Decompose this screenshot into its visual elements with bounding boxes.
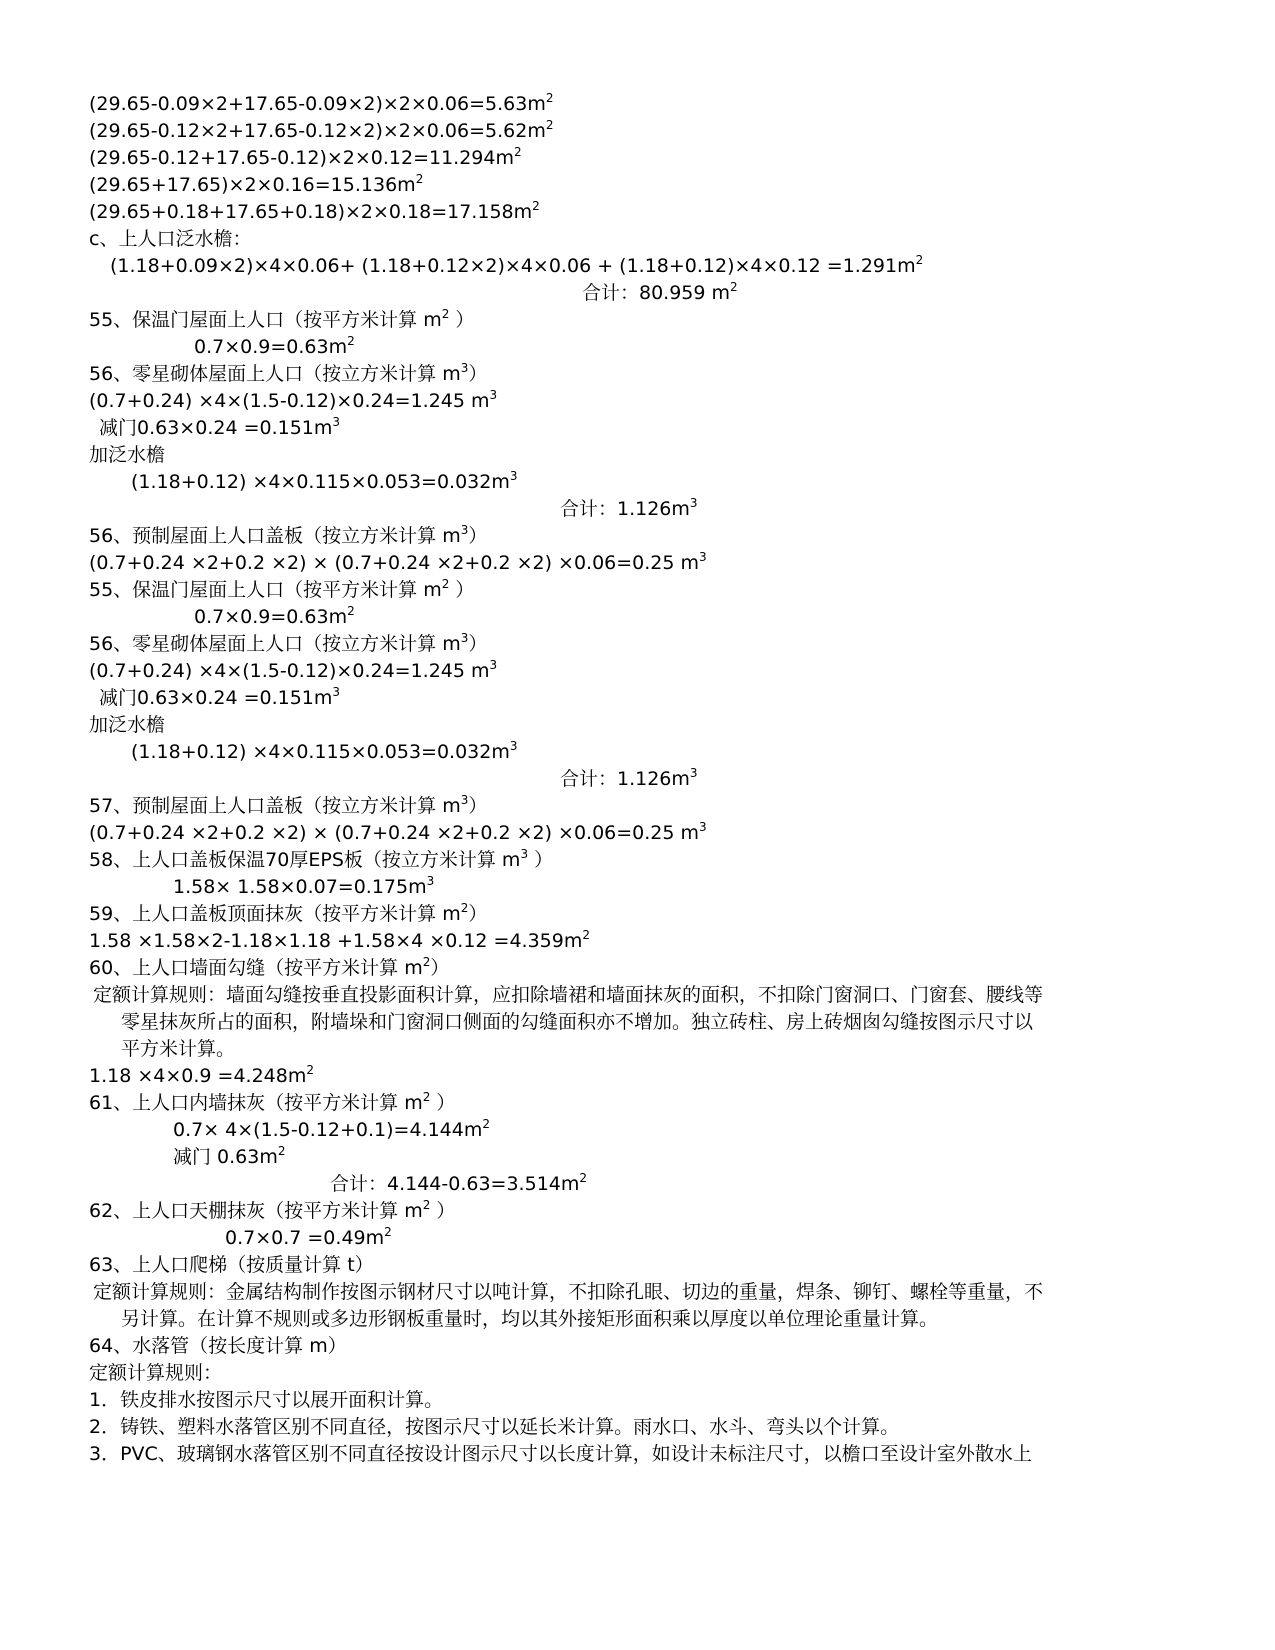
formula-line: $(29.65-0.09\times 2+17.65-0.09\times 2)\times 2\times 0.06=5.63m^2$ <box>89 90 554 115</box>
text-line: 加泛水檐 <box>89 444 166 466</box>
list-item: 1．铁皮排水按图示尺寸以展开面积计算。 <box>89 1389 444 1411</box>
formula-line: $0.7\times 4\times(1.5-0.12+0.1)=4.144m^2$ <box>173 1116 490 1141</box>
item-heading: 56、零星砌体屋面上人口（按立方米计算 $m^3$） <box>89 630 488 655</box>
text-line: 定额计算规则： <box>89 1362 223 1384</box>
rule-line: 定额计算规则：墙面勾缝按垂直投影面积计算，应扣除墙裙和墙面抹灰的面积，不扣除门窗洞口、门窗套、腰线等 <box>93 984 1044 1006</box>
formula-line: $0.7\times 0.9=0.63m^2$ <box>194 603 355 628</box>
section-heading: c、上人口泛水檐： <box>89 228 252 250</box>
text-line: 加泛水檐 <box>89 714 166 736</box>
formula-line: $(1.18+0.12) \times 4\times 0.115\times 0.053=0.032m^3$ <box>131 468 518 493</box>
rule-paragraph <box>93 1279 1183 1333</box>
formula-line: (0.7+0.24) ×4×(1.5-0.12)×0.24=1.245 $m^3$ <box>89 387 498 412</box>
formula-line: 减门$0.63\times 0.24 =0.151m^3$ <box>99 684 341 709</box>
item-heading: 61、上人口内墙抹灰（按平方米计算 $m^2$ ） <box>89 1089 456 1114</box>
formula-line: $(1.18+0.09\times 2)\times 4\times 0.06+ (1.18+0.12\times 2)\times 4\times 0.06 + (1.18+0.12)\times 4\times 0.12 =1.291m^2$ <box>110 252 924 277</box>
list-item: 2．铸铁、塑料水落管区别不同直径，按图示尺寸以延长米计算。雨水口、水斗、弯头以个计算。 <box>89 1416 900 1438</box>
item-heading: 56、预制屋面上人口盖板（按立方米计算 $m^3$） <box>89 522 488 547</box>
formula-line: $(29.65-0.12\times 2+17.65-0.12\times 2)\times 2\times 0.06=5.62m^2$ <box>89 117 554 142</box>
formula-line: (0.7+0.24 ×2+0.2 ×2) × (0.7+0.24 ×2+0.2 ×2) ×0.06=0.25 $m^3$ <box>89 549 707 574</box>
subtotal-line: 合计：$4.144-0.63=3.514m^2$ <box>330 1170 588 1195</box>
item-heading: 58、上人口盖板保温70厚EPS板（按立方米计算 $m^3$ ） <box>89 846 554 871</box>
formula-line: 减门$0.63\times 0.24 =0.151m^3$ <box>99 414 341 439</box>
item-heading: 57、预制屋面上人口盖板（按立方米计算 $m^3$） <box>89 792 488 817</box>
list-item: 3．PVC、玻璃钢水落管区别不同直径按设计图示尺寸以长度计算，如设计未标注尺寸，以檐口至设计室外散水上 <box>89 1443 1032 1465</box>
formula-line: $(1.18+0.12) \times 4\times 0.115\times 0.053=0.032m^3$ <box>131 738 518 763</box>
item-heading: 56、零星砌体屋面上人口（按立方米计算 $m^3$） <box>89 360 488 385</box>
formula-line: $1.58 \times 1.58\times 2-1.18\times 1.18 +1.58\times 4 \times 0.12 =4.359m^2$ <box>89 927 591 952</box>
subtotal-line: 合计：$1.126m^3$ <box>560 765 698 790</box>
item-heading: 64、水落管（按长度计算 m） <box>89 1335 347 1357</box>
formula-line: $(29.65+0.18+17.65+0.18)\times 2\times 0.18=17.158m^2$ <box>89 198 540 223</box>
subtotal-line: 合计：$1.126m^3$ <box>560 495 698 520</box>
formula-line: (0.7+0.24 ×2+0.2 ×2) × (0.7+0.24 ×2+0.2 ×2) ×0.06=0.25 $m^3$ <box>89 819 707 844</box>
rule-line: 另计算。在计算不规则或多边形钢板重量时，均以其外接矩形面积乘以厚度以单位理论重量计算。 <box>121 1308 939 1330</box>
item-heading: 62、上人口天棚抹灰（按平方米计算 $m^2$ ） <box>89 1197 456 1222</box>
rule-line: 平方米计算。 <box>121 1038 236 1060</box>
formula-line: $1.18 \times 4\times 0.9 =4.248m^2$ <box>89 1062 314 1087</box>
formula-line: $0.7\times 0.7 =0.49m^2$ <box>225 1224 392 1249</box>
formula-line: 减门 $0.63m^2$ <box>173 1143 286 1168</box>
formula-line: $0.7\times 0.9=0.63m^2$ <box>194 333 355 358</box>
subtotal-line: 合计：80.959 $m^2$ <box>582 279 738 304</box>
item-heading: 60、上人口墙面勾缝（按平方米计算 $m^2$） <box>89 954 450 979</box>
formula-line: $1.58\times 1.58\times 0.07=0.175m^3$ <box>173 873 435 898</box>
rule-line: 零星抹灰所占的面积，附墙垛和门窗洞口侧面的勾缝面积亦不增加。独立砖柱、房上砖烟囱勾缝按图示尺寸以 <box>121 1011 1034 1033</box>
item-heading: 55、保温门屋面上人口（按平方米计算 $m^2$ ） <box>89 306 475 331</box>
rule-line: 定额计算规则：金属结构制作按图示钢材尺寸以吨计算，不扣除孔眼、切边的重量，焊条、铆钉、螺栓等重量，不 <box>93 1281 1044 1303</box>
rule-paragraph <box>93 982 1183 1063</box>
item-heading: 55、保温门屋面上人口（按平方米计算 $m^2$ ） <box>89 576 475 601</box>
formula-line: (0.7+0.24) ×4×(1.5-0.12)×0.24=1.245 $m^3$ <box>89 657 498 682</box>
formula-line: $(29.65+17.65)\times 2\times 0.16=15.136m^2$ <box>89 171 424 196</box>
formula-line: $(29.65-0.12+17.65-0.12)\times 2\times 0.12=11.294m^2$ <box>89 144 522 169</box>
item-heading: 63、上人口爬梯（按质量计算 t） <box>89 1254 374 1276</box>
item-heading: 59、上人口盖板顶面抹灰（按平方米计算 $m^2$） <box>89 900 488 925</box>
